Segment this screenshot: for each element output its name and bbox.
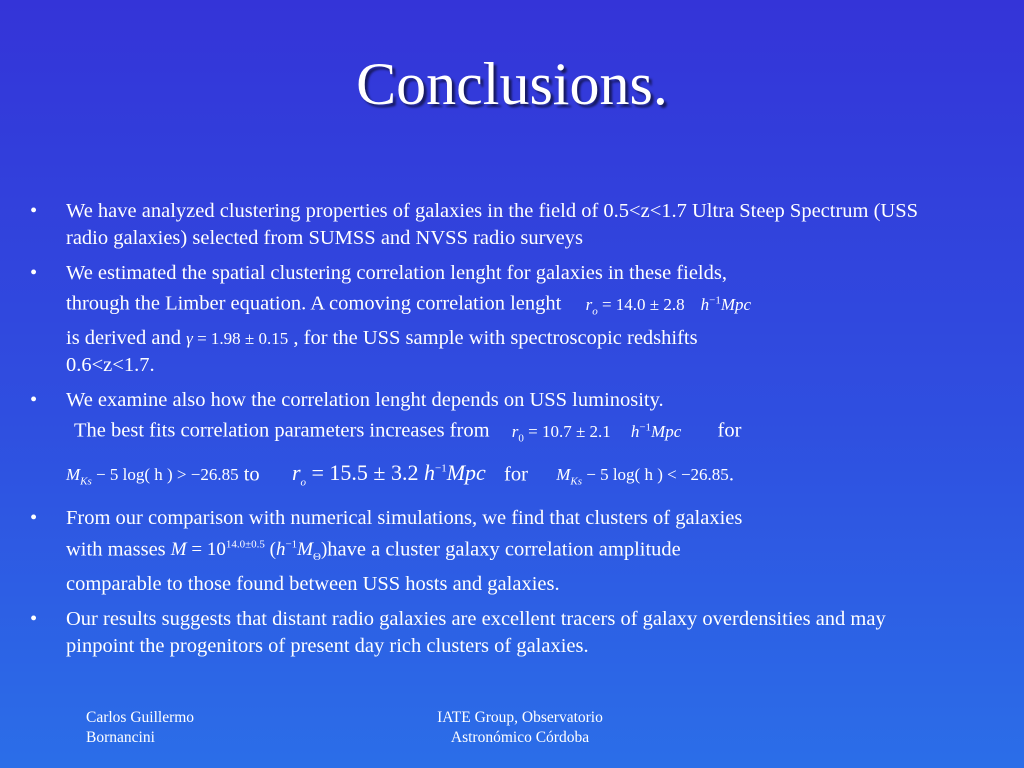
footer-institution: IATE Group, Observatorio Astronómico Córdoba xyxy=(437,709,603,746)
mag-gt-equation: $M_{Ks} - 5$ log( h ) > −26.85 xyxy=(66,465,239,488)
bullet-2-line-4: 0.6<z<1.7. xyxy=(66,354,155,377)
bullet-marker: • xyxy=(30,506,38,529)
gamma-equation: γ = 1.98 ± 0.15 xyxy=(186,329,289,349)
mass-equation: $M = 10^{14.0\pm 0.5}$ $(h^{-1}M_\Theta)$ xyxy=(170,538,328,563)
footer-author: Carlos Guillermo Bornancini xyxy=(86,709,195,746)
bullet-item-5 xyxy=(26,606,926,660)
bullet-item-2 xyxy=(26,260,926,379)
bullet-3-line-3: $M_{Ks} - 5$ log( h ) > −26.85 to $r_o = 15.5 \pm 3.2$ $h^{-1}Mpc$ for $M_{Ks} - 5$ log( h ) < −26.85. xyxy=(66,460,734,489)
bullet-4-line-3: comparable to those found between USS hosts and galaxies. xyxy=(66,572,560,595)
r0-high-equation: $r_o = 15.5 \pm 3.2$ $h^{-1}Mpc$ xyxy=(291,460,486,489)
bullet-item-4 xyxy=(26,505,926,598)
bullet-marker: • xyxy=(30,389,38,412)
bullet-3-line-1: We examine also how the correlation lenght depends on USS luminosity. xyxy=(66,389,664,412)
r0-equation: $r_o = 14.0 \pm 2.8$ $h^{-1}Mpc$ xyxy=(585,294,752,318)
bullet-marker: • xyxy=(30,200,38,222)
bullet-4-line-2: with masses $M = 10^{14.0\pm 0.5}$ $(h^{-1}M_\Theta)have$ a cluster galaxy correlation amplitude xyxy=(66,538,681,563)
slide-title: Conclusions. xyxy=(356,51,668,117)
bullet-2-line-1: We estimated the spatial clustering correlation lenght for galaxies in these fields, xyxy=(66,262,727,284)
bullet-2-line-2-text: through the Limber equation. A comoving correlation lenght xyxy=(66,292,562,315)
bullet-marker: • xyxy=(30,262,38,284)
bullet-marker: • xyxy=(30,607,38,630)
mag-lt-equation: $M_{Ks} - 5$ log( h ) < −26.85 xyxy=(556,465,729,488)
bullet-5-text: Our results suggests that distant radio galaxies are excellent tracers of galaxy overdensities and may pinpoint the progenitors of present day rich clusters of galaxies. xyxy=(66,607,886,657)
bullet-3-line-2: The best fits correlation parameters increases from $r_0 = 10.7 \pm 2.1$ $h^{-1}Mpc$ for xyxy=(74,419,742,445)
bullet-4-line-1: From our comparison with numerical simulations, we find that clusters of galaxies xyxy=(66,506,743,529)
bullet-1-text: We have analyzed clustering properties of galaxies in the field of 0.5<z<1.7 Ultra Steep Spectrum (USS radio galaxies) selected from SUMSS and NVSS radio surveys xyxy=(66,200,919,249)
r0-low-equation: $r_0 = 10.7 \pm 2.1$ $h^{-1}Mpc$ xyxy=(511,421,682,445)
bullet-2-line-2 xyxy=(66,287,926,325)
bullet-2-line-3: is derived and γ = 1.98 ± 0.15 , for the USS sample with spectroscopic redshifts xyxy=(66,327,698,350)
conclusions-list xyxy=(26,198,926,668)
bullet-item-3 xyxy=(26,387,926,497)
bullet-item-1 xyxy=(26,198,926,252)
